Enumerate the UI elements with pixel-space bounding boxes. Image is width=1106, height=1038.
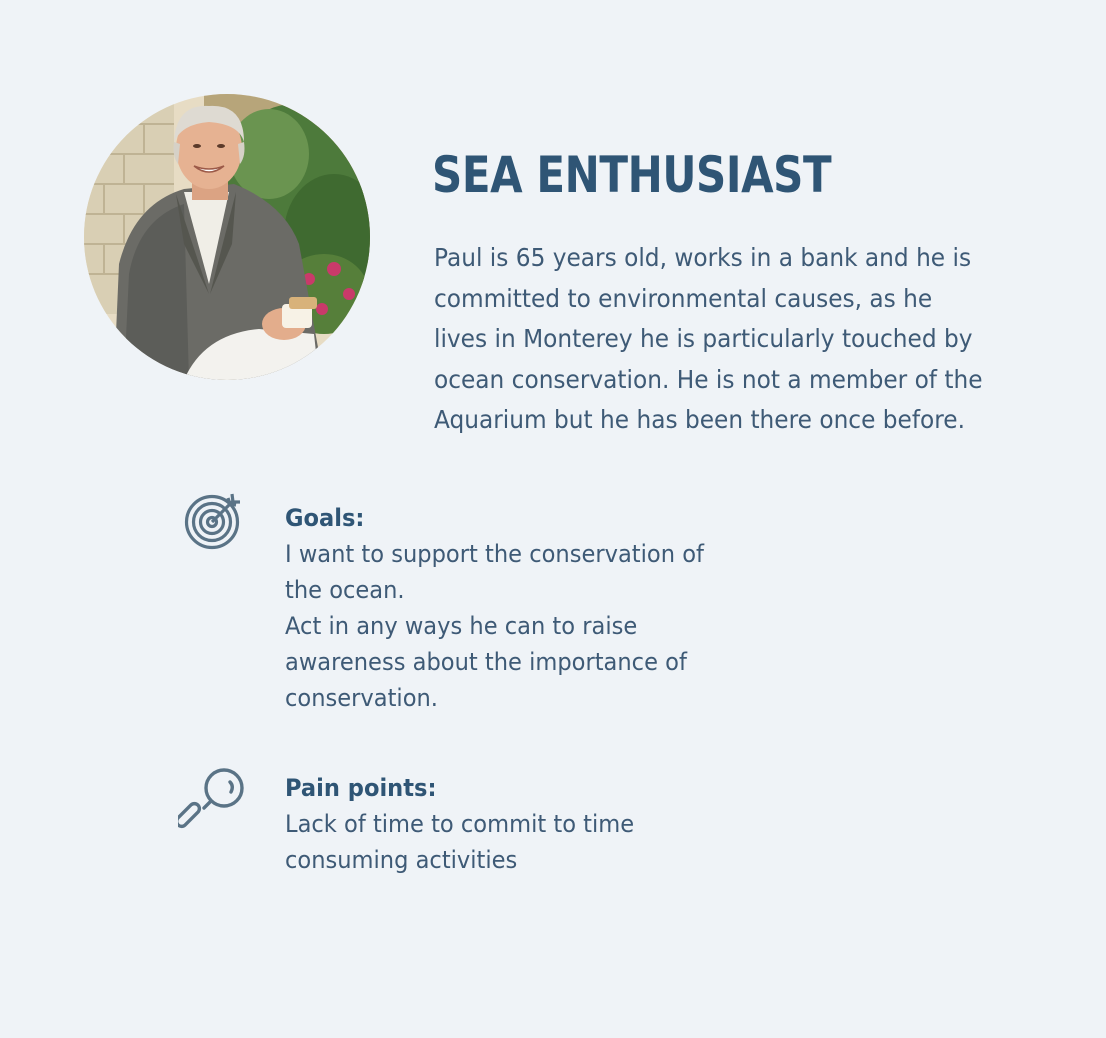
persona-photo (84, 94, 370, 380)
goals-line: the ocean. (285, 576, 405, 604)
goals-line: Act in any ways he can to raise (285, 612, 638, 640)
pain-points-line: consuming activities (285, 846, 518, 874)
bio-line: Paul is 65 years old, works in a bank and he is (434, 243, 972, 272)
goals-section (285, 500, 774, 716)
goals-line: conservation. (285, 684, 438, 712)
target-icon (183, 492, 243, 550)
magnifier-icon (178, 766, 248, 836)
goals-line: awareness about the importance of (285, 648, 687, 676)
goals-heading: Goals: (285, 504, 365, 532)
persona-title: SEA ENTHUSIAST (432, 146, 832, 204)
pain-points-heading: Pain points: (285, 774, 437, 802)
pain-points-line: Lack of time to commit to time (285, 810, 635, 838)
bio-line: lives in Monterey he is particularly touched by (434, 324, 973, 353)
bio-line: committed to environmental causes, as he (434, 283, 933, 313)
goals-line: I want to support the conservation of (285, 540, 704, 568)
bio-line: Aquarium but he has been there once before. (434, 405, 966, 434)
bio-line: ocean conservation. He is not a member of the (434, 364, 983, 394)
pain-points-section (285, 770, 774, 878)
persona-bio (434, 238, 1029, 441)
